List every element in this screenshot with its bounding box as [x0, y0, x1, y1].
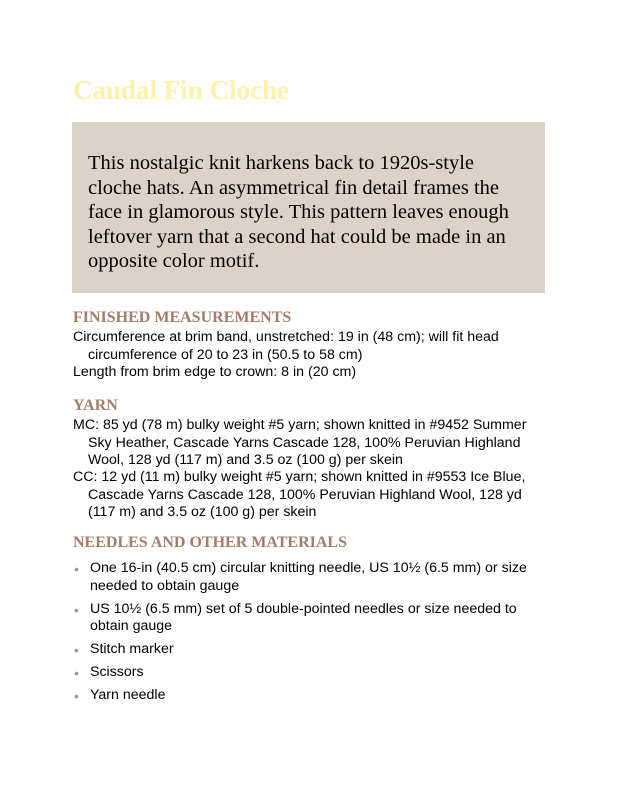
list-item	[73, 560, 553, 595]
list-item-text: One 16-in (40.5 cm) circular knitting needle, US 10½ (6.5 mm) or size needed to obtain gauge	[90, 560, 527, 594]
yarn-cc: CC: 12 yd (11 m) bulky weight #5 yarn; shown knitted in #9553 Ice Blue, Cascade Yarns Cascade 128, 100% Peruvian Highland Wool, 128 yd (117 m) and 3.5 oz (100 g) per skein	[73, 469, 526, 520]
materials-list	[73, 560, 553, 710]
list-item	[73, 687, 553, 705]
intro-box	[72, 122, 545, 293]
list-item-text: Scissors	[90, 664, 144, 680]
list-item	[73, 601, 553, 636]
intro-text: This nostalgic knit harkens back to 1920s-style cloche hats. An asymmetrical fin detail frames the face in glamorous style. This pattern leaves enough leftover yarn that a second hat could be made in an opposite color motif.	[88, 152, 509, 273]
yarn-mc: MC: 85 yd (78 m) bulky weight #5 yarn; shown knitted in #9452 Summer Sky Heather, Cascade Yarns Cascade 128, 100% Peruvian Highland Wool, 128 yd (117 m) and 3.5 oz (100 g) per skein	[73, 417, 527, 468]
bullet-dot-icon: •	[74, 665, 79, 681]
yarn-heading: YARN	[73, 397, 118, 414]
list-item-text: US 10½ (6.5 mm) set of 5 double-pointed needles or size needed to obtain gauge	[90, 600, 517, 634]
bullet-dot-icon: •	[74, 601, 79, 618]
finished-measurements-heading: FINISHED MEASUREMENTS	[73, 309, 292, 326]
list-item	[73, 641, 553, 659]
bullet-dot-icon: •	[74, 688, 79, 704]
page-title: Caudal Fin Cloche	[73, 75, 290, 105]
list-item-text: Stitch marker	[90, 641, 174, 657]
measurement-length: Length from brim edge to crown: 8 in (20 cm)	[73, 364, 357, 380]
list-item-text: Yarn needle	[90, 687, 166, 703]
bullet-dot-icon: •	[74, 561, 79, 577]
list-item	[73, 664, 553, 682]
measurement-circumference: Circumference at brim band, unstretched: 19 in (48 cm); will fit head circumference of 20 to 23 in (50.5 to 58 cm)	[73, 329, 499, 363]
bullet-dot-icon: •	[74, 642, 79, 658]
needles-heading: NEEDLES AND OTHER MATERIALS	[73, 534, 347, 551]
